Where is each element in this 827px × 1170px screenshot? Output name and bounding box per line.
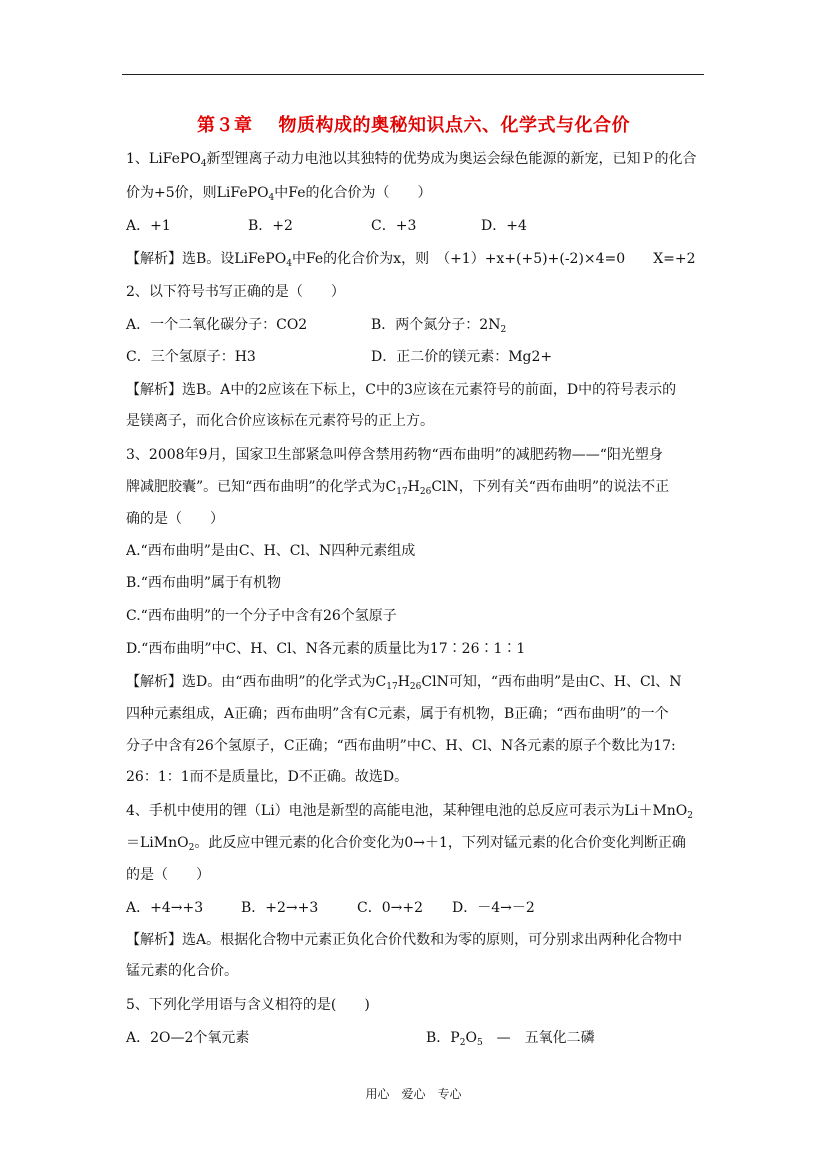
page-title bbox=[0, 111, 827, 137]
q5-option-a: A．2O—2个氧元素 bbox=[126, 1030, 250, 1046]
q3-analysis-line4: 26：1：1而不是质量比，D不正确。故选D。 bbox=[126, 769, 409, 785]
q2-option-a: A．一个二氧化碳分子：CO2 bbox=[126, 317, 308, 333]
q5-stem: 5、下列化学用语与含义相符的是( ) bbox=[126, 997, 370, 1013]
q3-analysis-line1: 【解析】选D。由“西布曲明”的化学式为$C_{17}H_{26}ClN$可知，“西布曲明”是由C、H、Cl、N bbox=[126, 674, 682, 692]
q3-option-a: A.“西布曲明”是由C、H、Cl、N四种元素组成 bbox=[126, 543, 416, 559]
q3-stem-line1: 3、2008年9月，国家卫生部紧急叫停含禁用药物“西布曲明”的减肥药物——“阳光塑身 bbox=[126, 447, 663, 463]
q3-option-b: B.“西布曲明”属于有机物 bbox=[126, 575, 282, 591]
q4-analysis-line2: 锰元素的化合价。 bbox=[126, 963, 238, 979]
q4-option-c: C．0→+2 bbox=[357, 900, 423, 916]
q2-analysis-line2: 是镁离子，而化合价应该标在元素符号的正上方。 bbox=[126, 413, 434, 429]
q3-analysis-line3: 分子中含有26个氢原子，C正确；“西布曲明”中C、H、Cl、N各元素的原子个数比为17: bbox=[126, 738, 676, 754]
q1-analysis: 【解析】选B。设LiFePO$_4$中Fe的化合价为x，则 （+1）+x+(+5)+(-2)×4=0 X=+2 bbox=[126, 251, 696, 269]
q4-stem-line2: ＝LiMnO$_2$。此反应中锂元素的化合价变化为0→＋1，下列对锰元素的化合价变化判断正确 bbox=[126, 835, 686, 853]
q3-stem-line2: 牌减肥胶囊”。已知“西布曲明”的化学式为$C_{17}H_{26}ClN$，下列有关“西布曲明”的说法不正 bbox=[126, 479, 670, 497]
q3-stem-line3: 确的是（ ） bbox=[126, 511, 224, 527]
q4-stem-line1: 4、手机中使用的锂（Li）电池是新型的高能电池，某种锂电池的总反应可表示为Li＋MnO$_2$ bbox=[126, 803, 694, 821]
q1-stem-line2: 价为+5价，则LiFePO$_4$中Fe的化合价为（ ） bbox=[126, 185, 432, 203]
q2-option-b: B．两个氮分子：$2N_2$ bbox=[371, 317, 507, 335]
topic-label: 物质构成的奥秘知识点六、化学式与化合价 bbox=[278, 115, 630, 136]
q3-option-d: D.“西布曲明”中C、H、Cl、N各元素的质量比为17∶26∶1∶1 bbox=[126, 641, 526, 657]
q4-option-b: B．+2→+3 bbox=[241, 900, 319, 916]
q1-option-a: A．+1 bbox=[126, 218, 171, 234]
header-rule bbox=[122, 74, 704, 75]
q4-option-d: D．－4→－2 bbox=[452, 900, 535, 916]
q1-option-b: B．+2 bbox=[248, 218, 293, 234]
q3-option-c: C.“西布曲明”的一个分子中含有26个氢原子 bbox=[126, 608, 397, 624]
q2-option-d: D．正二价的镁元素：Mg2+ bbox=[371, 349, 553, 365]
q1-option-c: C．+3 bbox=[371, 218, 417, 234]
q4-analysis-line1: 【解析】选A。根据化合物中元素正负化合价代数和为零的原则，可分别求出两种化合物中 bbox=[126, 932, 683, 948]
q3-analysis-line2: 四种元素组成，A正确；西布曲明”含有C元素，属于有机物，B正确；“西布曲明”的一个 bbox=[126, 706, 669, 722]
q1-stem-line1: 1、LiFePO$_4$新型锂离子动力电池以其独特的优势成为奥运会绿色能源的新宠，已知Ｐ的化合 bbox=[126, 151, 697, 169]
q2-analysis-line1: 【解析】选B。A中的2应该在下标上，C中的3应该在元素符号的前面，D中的符号表示的 bbox=[126, 382, 677, 398]
q4-stem-line3: 的是（ ） bbox=[126, 867, 210, 883]
q2-option-c: C．三个氢原子：H3 bbox=[126, 349, 256, 365]
q1-option-d: D．+4 bbox=[481, 218, 527, 234]
q2-stem: 2、以下符号书写正确的是（ ） bbox=[126, 284, 345, 300]
q4-option-a: A．+4→+3 bbox=[126, 900, 204, 916]
chapter-label: 第３章 bbox=[197, 115, 253, 136]
page-footer: 用心 爱心 专心 bbox=[365, 1087, 462, 1101]
q5-option-b: B．$P_2O_5$ — 五氧化二磷 bbox=[426, 1030, 595, 1048]
